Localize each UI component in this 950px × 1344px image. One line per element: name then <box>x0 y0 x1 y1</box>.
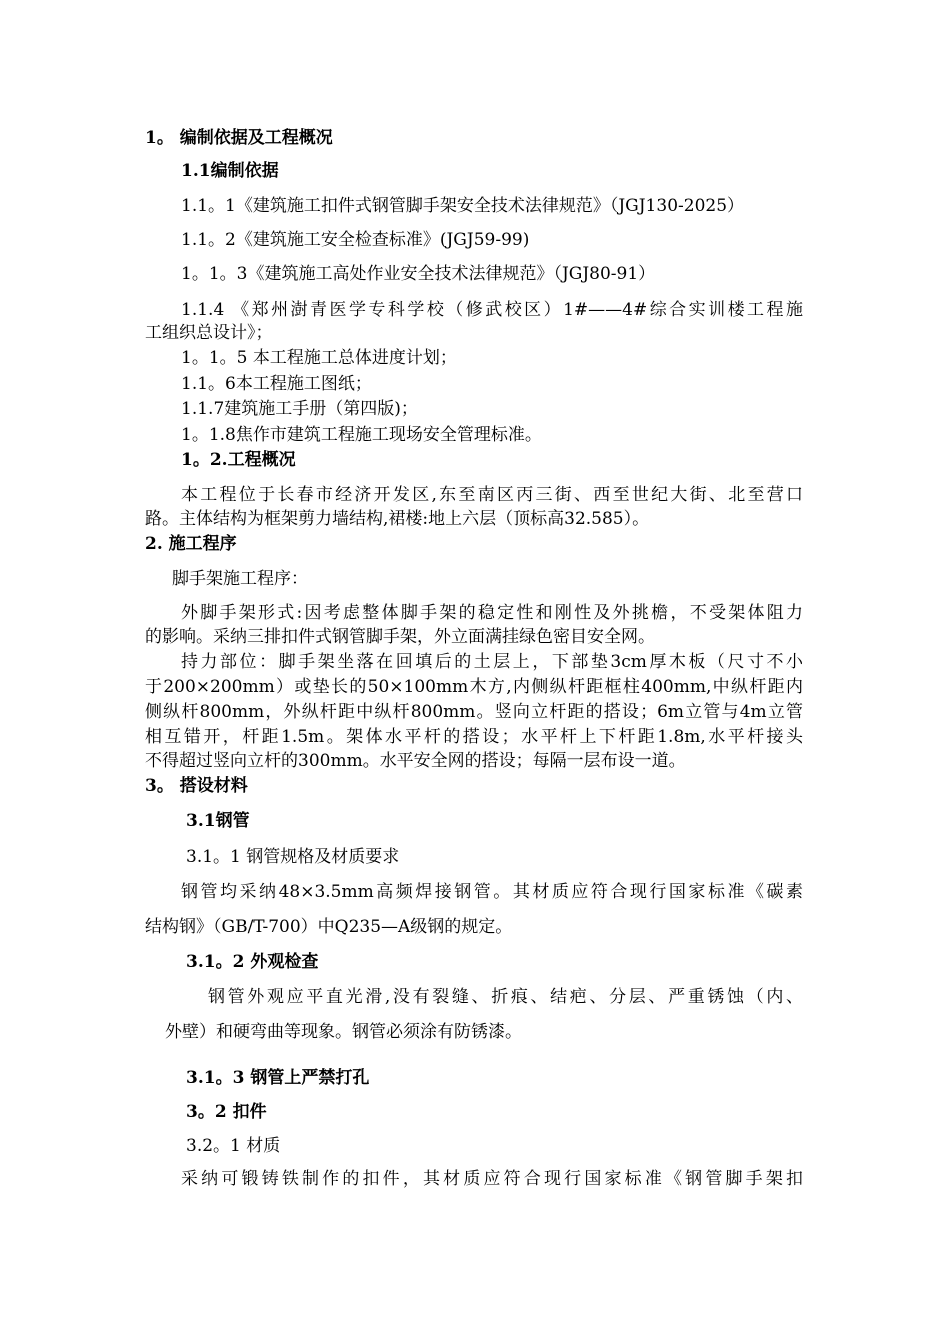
pipe-spec-line-2: 结构钢》（GB/T-700）中Q235—A级钢的规定。 <box>145 917 513 937</box>
overview-line-2: 路。主体结构为框架剪力墙结构,裙楼:地上六层（顶标高32.585）。 <box>145 509 650 529</box>
section-heading-2: 2. 施工程序 <box>145 534 237 554</box>
appearance-line-2: 外壁）和硬弯曲等现象。钢管必须涂有防锈漆。 <box>165 1022 522 1042</box>
subsection-heading-1-2: 1。2.工程概况 <box>181 450 296 470</box>
reference-item-8: 1。1.8焦作市建筑工程施工现场安全管理标准。 <box>181 425 542 445</box>
subsection-heading-1-1: 1.1编制依据 <box>181 161 279 181</box>
appearance-check-heading: 3.1。2 外观检查 <box>186 952 319 972</box>
reference-item-7: 1.1.7建筑施工手册（第四版)； <box>181 399 418 419</box>
subsection-heading-3-1: 3.1钢管 <box>186 811 250 831</box>
procedure-intro: 脚手架施工程序： <box>172 569 308 589</box>
section-heading-3: 3。 搭设材料 <box>145 776 248 796</box>
pipe-spec-line-1: 钢管均采纳48×3.5mm高频焊接钢管。其材质应符合现行国家标准《碳素 <box>181 882 803 902</box>
bearing-line-3: 侧纵杆800mm，外纵杆距中纵杆800mm。竖向立杆距的搭设；6m立管与4m立管 <box>145 702 803 722</box>
scaffold-form-line-1: 外脚手架形式:因考虑整体脚手架的稳定性和刚性及外挑檐，不受架体阻力 <box>181 603 803 623</box>
fastener-material-line-1: 采纳可锻铸铁制作的扣件，其材质应符合现行国家标准《钢管脚手架扣 <box>181 1169 803 1189</box>
pipe-spec-heading: 3.1。1 钢管规格及材质要求 <box>186 847 400 867</box>
scaffold-form-line-2: 的影响。采纳三排扣件式钢管脚手架，外立面满挂绿色密目安全网。 <box>145 627 655 647</box>
reference-item-3: 1。1。3《建筑施工高处作业安全技术法律规范》（JGJ80-91） <box>181 264 656 284</box>
reference-item-1: 1.1。1《建筑施工扣件式钢管脚手架安全技术法律规范》（JGJ130-2025） <box>181 196 745 216</box>
section-heading-1: 1。 编制依据及工程概况 <box>145 128 333 148</box>
appearance-line-1: 钢管外观应平直光滑,没有裂缝、折痕、结疤、分层、严重锈蚀（内、 <box>208 987 803 1007</box>
material-heading: 3.2。1 材质 <box>186 1136 281 1156</box>
overview-line-1: 本工程位于长春市经济开发区,东至南区丙三街、西至世纪大街、北至营口 <box>181 485 803 505</box>
bearing-line-5: 不得超过竖向立杆的300mm。水平安全网的搭设；每隔一层布设一道。 <box>145 751 686 771</box>
reference-item-5: 1。1。5 本工程施工总体进度计划； <box>181 348 457 368</box>
reference-item-6: 1.1。6本工程施工图纸； <box>181 374 372 394</box>
no-drilling-heading: 3.1。3 钢管上严禁打孔 <box>186 1068 370 1088</box>
reference-item-4-line-2: 工组织总设计》； <box>145 323 273 343</box>
reference-item-2: 1.1。2《建筑施工安全检查标准》(JGJ59-99) <box>181 230 530 250</box>
subsection-heading-3-2: 3。2 扣件 <box>186 1102 267 1122</box>
bearing-line-2: 于200×200mm）或垫长的50×100mm木方,内侧纵杆距框柱400mm,中纵杆距内 <box>145 677 803 697</box>
bearing-line-1: 持力部位：脚手架坐落在回填后的土层上，下部垫3cm厚木板（尺寸不小 <box>181 652 803 672</box>
bearing-line-4: 相互错开，杆距1.5m。架体水平杆的搭设；水平杆上下杆距1.8m,水平杆接头 <box>145 727 803 747</box>
reference-item-4-line-1: 1.1.4 《郑州澍青医学专科学校（修武校区）1#——4#综合实训楼工程施 <box>181 300 803 320</box>
